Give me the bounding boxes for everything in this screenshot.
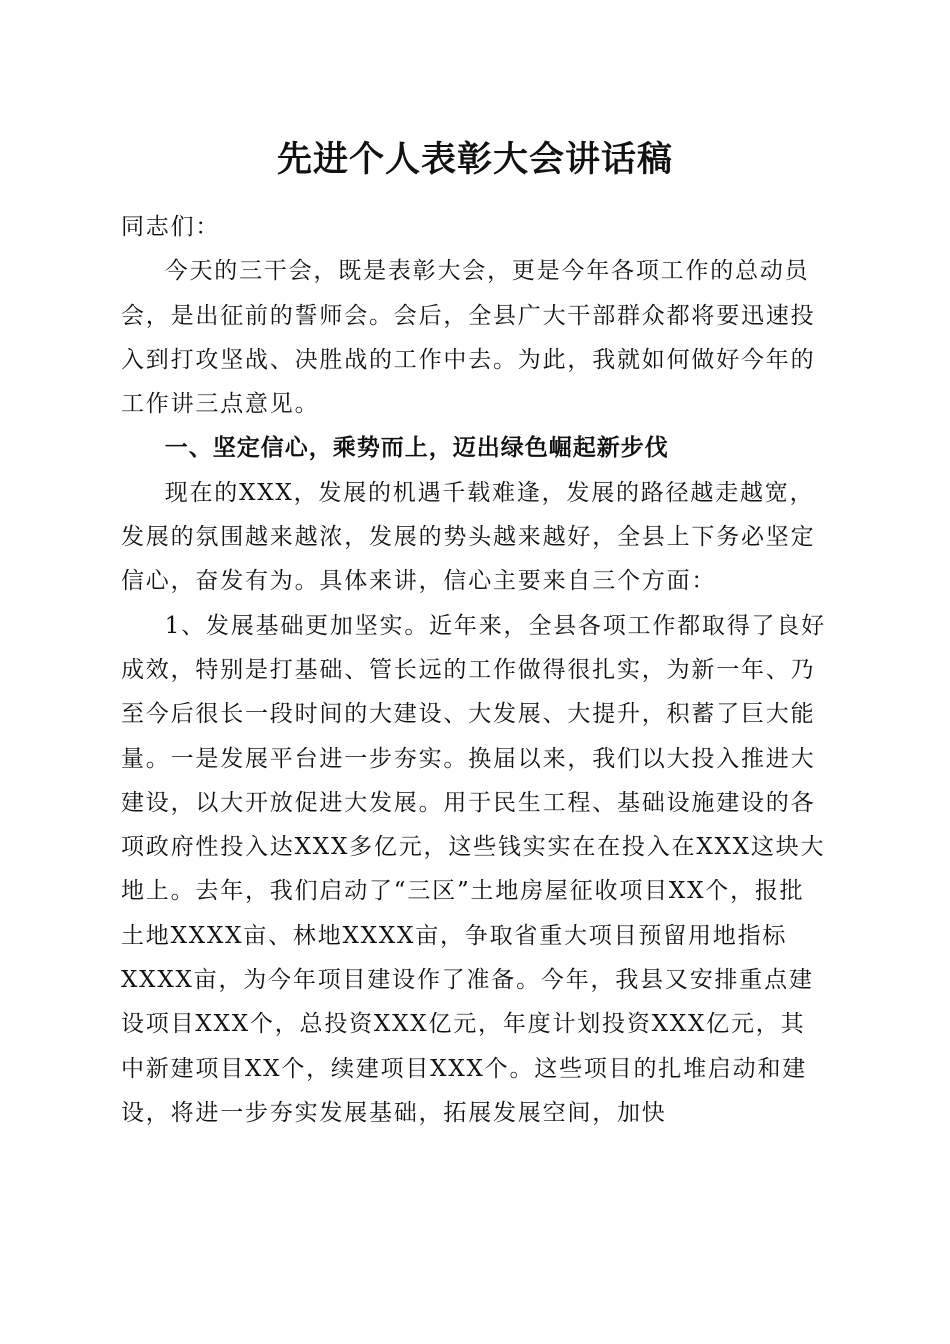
section-heading-1: 一、坚定信心，乘势而上，迈出绿色崛起新步伐 <box>164 435 669 462</box>
paragraph-point-1: 1、发展基础更加坚实。近年来，全县各项工作都取得了良好成效，特别是打基础、管长远的工作做得很扎实，为新一年、乃至今后很长一段时间的大建设、大发展、大提升，积蓄了巨大能量。一是发展平台进一步夯实。换届以来，我们以大投入推进大建设，以大开放促进大发展。用于民生工程、基础设施建设的各项政府性投入达XXX多亿元，这些钱实实在在投入在XXX这块大地上。去年，我们启动了“三区”土地房屋征收项目XX个，报批土地XXXX亩、林地XXXX亩，争取省重大项目预留用地指标XXXX亩，为今年项目建设作了准备。今年，我县又安排重点建设项目XXX个，总投资XXX亿元，年度计划投资XXX亿元，其中新建项目XX个，续建项目XXX个。这些项目的扎堆启动和建设，将进一步夯实发展基础，拓展发展空间，加快 <box>121 612 826 1126</box>
paragraph-intro: 今天的三干会，既是表彰大会，更是今年各项工作的总动员会，是出征前的誓师会。会后，全县广大干部群众都将要迅速投入到打攻坚战、决胜战的工作中去。为此，我就如何做好今年的工作讲三点意见。 <box>121 258 816 418</box>
paragraph-section-1: 现在的XXX，发展的机遇千载难逢，发展的路径越走越宽，发展的氛围越来越浓，发展的势头越来越好，全县上下务必坚定信心，奋发有为。具体来讲，信心主要来自三个方面： <box>121 479 816 595</box>
document-title: 先进个人表彰大会讲话稿 <box>276 139 673 180</box>
document-body <box>121 205 829 1135</box>
salutation: 同志们： <box>121 214 221 240</box>
